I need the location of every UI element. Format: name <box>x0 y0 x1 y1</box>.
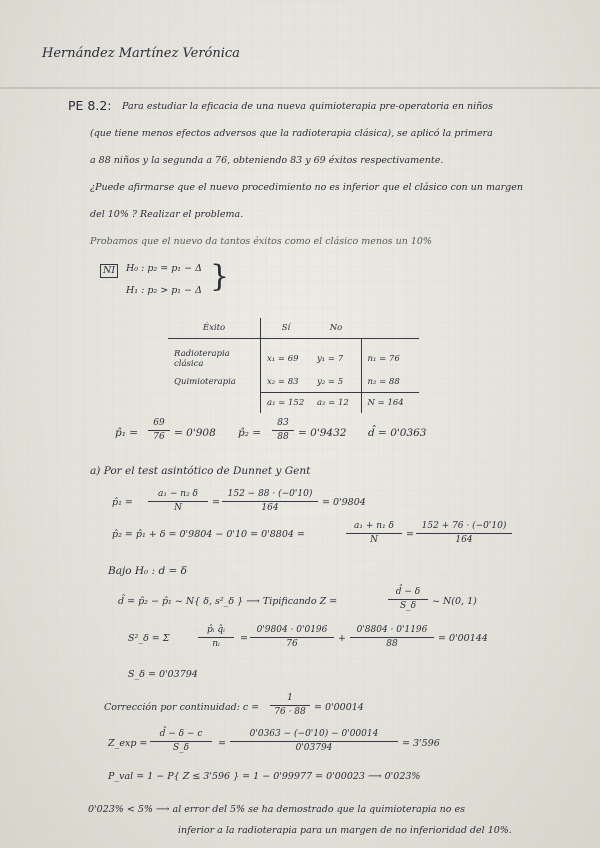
table-cell: a₁ = 152 <box>261 393 312 414</box>
fraction-numerator: 1 <box>270 694 310 706</box>
continuity-lhs: Corrección por continuidad: c = <box>104 702 260 713</box>
table-cell: n₂ = 88 <box>361 372 419 393</box>
fraction-denominator: S_δ <box>399 601 417 611</box>
std-dev-result: S_δ = 0'03794 <box>128 669 198 680</box>
table-row <box>168 393 419 414</box>
problem-id: PE 8.2: <box>68 98 112 113</box>
fraction-denominator: N <box>370 535 378 545</box>
p2-restricted-lhs: p̂₂ = p̂₁ + δ = 0'9804 − 0'10 = 0'8804 = <box>112 529 305 540</box>
table-cell: N = 164 <box>361 393 419 414</box>
fraction-denominator: 76 <box>153 432 165 442</box>
p1-restricted-values <box>222 490 318 513</box>
fraction-denominator: S_δ <box>172 743 190 753</box>
conclusion-line: 0'023% < 5% ⟶ al error del 5% se ha demostrado que la quimioterapia no es <box>88 804 465 815</box>
p2-restricted-values <box>416 522 512 545</box>
equals-sign: = <box>212 497 220 508</box>
table-cell: n₁ = 76 <box>361 339 419 373</box>
p1-restricted-lhs: p̂₁ = <box>112 497 133 508</box>
p1-restricted-fraction <box>148 490 208 513</box>
fraction-denominator: N <box>174 503 182 513</box>
problem-line: Para estudiar la eficacia de una nueva quimioterapia pre-operatoria en niños <box>122 101 493 112</box>
table-cell: y₁ = 7 <box>317 354 344 364</box>
p-value-line: P_val = 1 − P{ Z ≤ 3'596 } = 1 − 0'99977 = 0'00023 ⟶ 0'023% <box>108 771 421 782</box>
fraction-denominator: 88 <box>277 432 289 442</box>
zexp-values <box>230 730 398 753</box>
fraction-numerator: 0'8804 · 0'1196 <box>350 626 434 638</box>
fraction-numerator: 0'0363 − (−0'10) − 0'00014 <box>230 730 398 742</box>
student-name: Hernández Martínez Verónica <box>42 46 240 61</box>
z-fraction <box>388 588 428 611</box>
fraction-numerator: a₁ − n₂ δ <box>148 490 208 502</box>
variance-result: = 0'00144 <box>438 633 488 644</box>
equals-sign: = <box>218 738 226 749</box>
goal-statement: Probamos que el nuevo da tantos éxitos como el clásico menos un 10% <box>90 236 432 247</box>
problem-line: (que tiene menos efectos adversos que la radioterapia clásica), se aplicó la primera <box>90 128 493 139</box>
fraction-denominator: nᵢ <box>212 639 220 649</box>
fraction-numerator: 83 <box>272 419 294 431</box>
null-hypothesis: H₀ : p₂ = p₁ − Δ <box>126 263 202 274</box>
zexp-result: = 3'596 <box>402 738 440 749</box>
p2-restricted-fraction <box>346 522 402 545</box>
fraction-numerator: 152 − 88 · (−0'10) <box>222 490 318 502</box>
fraction-denominator: 0'03794 <box>295 743 333 753</box>
distribution-line: d̂ = p̂₂ − p̂₁ ~ N{ δ, s²_δ } ⟶ Tipificando Z = <box>118 596 338 607</box>
contingency-table <box>168 318 419 413</box>
fraction-numerator: p̂ᵢ q̂ᵢ <box>198 626 234 638</box>
fraction-numerator: 152 + 76 · (−0'10) <box>416 522 512 534</box>
alternative-hypothesis: H₁ : p₂ > p₁ − Δ <box>126 285 202 296</box>
fraction-denominator: 76 <box>286 639 298 649</box>
part-a-title: a) Por el test asintótico de Dunnet y Gent <box>90 465 311 477</box>
fraction-denominator: 76 · 88 <box>274 707 306 717</box>
variance-term-2 <box>350 626 434 649</box>
equals-sign: = <box>240 633 248 644</box>
p2-estimate-lhs: p̂₂ = <box>238 427 262 439</box>
fraction-numerator: a₁ + n₁ δ <box>346 522 402 534</box>
p1-restricted-result: = 0'9804 <box>322 497 366 508</box>
table-header: Sí <box>261 318 312 339</box>
table-cell: Radioterapia clásica <box>174 349 230 369</box>
table-header: No <box>311 318 361 339</box>
fraction-denominator: 88 <box>386 639 398 649</box>
equals-sign: = <box>406 529 414 540</box>
fraction-denominator: 164 <box>455 535 473 545</box>
table-header <box>361 318 419 339</box>
table-cell: y₂ = 5 <box>317 377 344 387</box>
conclusion-line: inferior a la radioterapia para un margen de no inferioridad del 10%. <box>178 825 512 836</box>
fraction-numerator: d̂ − δ <box>388 588 428 600</box>
table-cell: x₂ = 83 <box>261 372 312 393</box>
under-null-label: Bajo H₀ : d = δ <box>108 565 187 577</box>
p1-fraction <box>148 419 170 442</box>
table-cell <box>168 393 261 414</box>
p2-estimate-value: = 0'9432 <box>298 427 347 439</box>
d-estimate: d̂ = 0'0363 <box>368 427 427 439</box>
p1-estimate-value: = 0'908 <box>174 427 216 439</box>
problem-line: del 10% ? Realizar el problema. <box>90 209 244 220</box>
variance-lhs: S²_δ = Σ <box>128 633 170 644</box>
continuity-fraction <box>270 694 310 717</box>
continuity-result: = 0'00014 <box>314 702 364 713</box>
variance-fraction <box>198 626 234 649</box>
p2-fraction <box>272 419 294 442</box>
table-header: Éxito <box>168 318 261 339</box>
table-cell: Quimioterapia <box>174 377 236 388</box>
table-cell: x₁ = 69 <box>261 339 312 373</box>
standard-normal: ~ N(0, 1) <box>432 596 477 607</box>
table-row <box>168 372 419 393</box>
plus-sign: + <box>338 633 346 644</box>
table-row <box>168 339 419 373</box>
fraction-numerator: d̂ − δ − c <box>150 730 212 742</box>
table-cell: a₂ = 12 <box>311 393 361 414</box>
zexp-fraction <box>150 730 212 753</box>
problem-line: a 88 niños y la segunda a 76, obteniendo 83 y 69 éxitos respectivamente. <box>90 155 444 166</box>
fraction-denominator: 164 <box>261 503 279 513</box>
fraction-numerator: 69 <box>148 419 170 431</box>
hypothesis-tag: NI <box>100 264 118 278</box>
problem-line: ¿Puede afirmarse que el nuevo procedimiento no es inferior que el clásico con un margen <box>90 182 523 193</box>
zexp-lhs: Z_exp = <box>108 738 148 749</box>
variance-term-1 <box>250 626 334 649</box>
fraction-numerator: 0'9804 · 0'0196 <box>250 626 334 638</box>
brace-glyph: } <box>210 259 230 294</box>
p1-estimate-lhs: p̂₁ = <box>115 427 139 439</box>
